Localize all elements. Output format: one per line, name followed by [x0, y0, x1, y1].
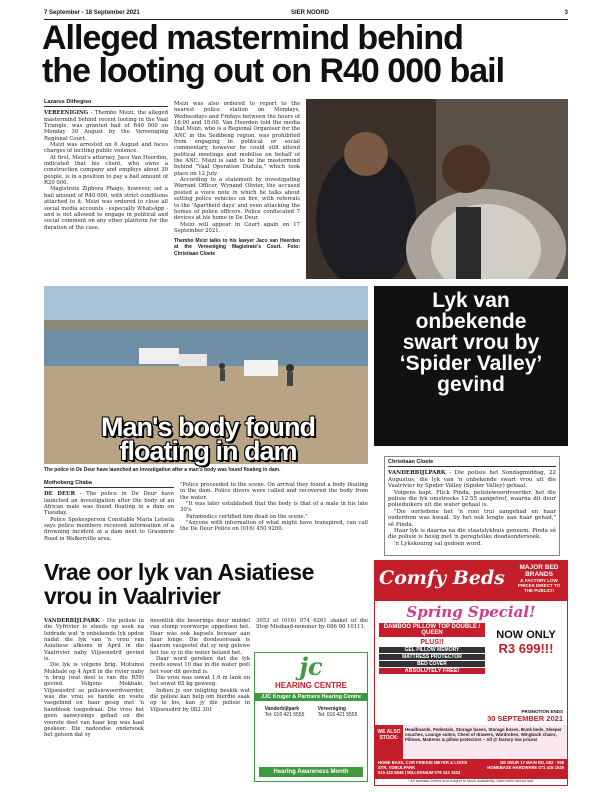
hearing-branch-1: Vanderbijlpark Tel: 016 421 5555: [264, 706, 305, 718]
page-number: 3: [564, 10, 568, 16]
story2-headline: Man's body found floating in dam: [101, 412, 315, 466]
story3-headline: Lyk van onbekende swart vrou by ‘Spider Valley’ gevind: [399, 289, 543, 396]
story2-photo-caption: The police in De Deur have launched an investigation after a man's body was found floating in dam.: [44, 467, 281, 473]
story1-photo: [306, 99, 568, 279]
story4-column-3: 3053 of (016) 974 6261 skakel of die Stop Misdaad-nommer by 086 00 10111.: [256, 618, 368, 631]
story4-column-1: VANDERBIJLPARK - Die polisie in die Vyfrivier is steeds op soek na leidrade wat 'n onbekende lyk opdoe nadat die lyk van 'n vrou van Asiatiese afkoms in April in die Vaalrivier naby Viljoensdrif gevind is. Die lyk is volgens brig. Motumsi Mokhale op 4 April in die rivier naby 'n brug (wat deel is van die R59) gevind. Volgens Mokhale, Viljoensdrif se polisiewoordvoerder, was die vrou se hande en voete vasgebind en haar gesig met 'n handdoek toegedraai. Die vrou het geen aanwysings gehad en die voorste deel van haar kop was kaal geskeer. Die nadoodse ondersoek het getoon dat sy: [44, 618, 144, 739]
issue-date: 7 September - 18 September 2021: [44, 10, 140, 16]
comfy-special: Spring Special!: [406, 603, 536, 621]
story4-column-2: moontlik die beserings deur middel van stomp voorwerpe opgedoen het. Daar was ook kapsels bewaar aan haar longe. Die doodsoorsaak is daarom vasgestel dat sy nog gelewe het toe sy in die water beland het. Daar word gereken dat die lyk reeds sowat 10 dae in die water geël het voor dit gevind is. Die vrou was sowat 1,6 m lank en het sowat 65 kg geweeg. Indien jy oor inligting beskik wat die polisie kan help om hierdie saak op te los, kan jy die polisie in Viljoensdrif by 082 301: [150, 618, 250, 713]
comfy-pillow: DAMBOO PILLOW TOP DOUBLE / QUEEN: [379, 623, 485, 637]
comfy-stock: WE ALSO STOCK: Headboards, Pedestals, Storage bases, Storage boxes, Bunk beds, Sleeper couches, Lounge suites, Chest of drawers, Wardrobes, Wingback chairs, Pillows, Mattress & pillow protectors – All @ factory low prices!: [375, 725, 567, 759]
hearing-centre-ad: [254, 652, 368, 782]
comfy-price: R3 699!!!: [498, 641, 554, 656]
hearing-banner: JJC Kruger & Partners Hearing Centre: [255, 693, 367, 701]
comfy-header: [375, 561, 567, 601]
comfy-addresses: HOME BASE, COR FRIKKIE MEYER & LOOIS STR, VDBIJLPARK 015 422 8848 | MILLENNIUM 079 124 1533 DE DEUR 17 MAIN RD, 082 - 058 HOMEBASE HARDWARE 071 415 1529: [375, 759, 567, 779]
comfy-promo: PROMOTION ENDS 30 SEPTEMBER 2021: [487, 709, 563, 723]
story2-column-2: "Police proceeded to the scene. On arrival they found a body floating in the dam. Police divers were called and recovered the body from the water. "It was later established that the body is that of a male in his late 30's. Paramedics certified him dead on the scene." "Anyone with information of what might have transpired, can call the De Deur Police on (016) 450 9200.: [180, 482, 368, 533]
comfy-now-only: NOW ONLY: [496, 629, 556, 641]
comfy-footer: * All specials limited and subject to stock availability. Valid while stocks last.: [407, 779, 535, 783]
comfy-brand: Comfy Beds: [379, 567, 505, 589]
story3-byline: Christiaan Cloete: [388, 459, 556, 467]
story1-headline: Alleged mastermind behind the looting out on R40 000 bail: [42, 19, 505, 90]
story1-column-2: Msizi was also ordered to report to the nearest police station on Mondays, Wednesdays and Fridays between the hours of 16:00 and 18:00. Van Heerden told the media that Msizi, who is a Regional Organiser for the ANC in the Sedibeng region, was prohibited from engaging in political or social commentary, however he could still attend political meetings and mobilise on behalf of the ANC. Msizi is said to be the mastermind behind "Vaal Operation Dudula," which took place on 12 July. According to a statement by investigating Warrant Officer, Wynand Olivier, the accused posted a voice note in which he talks about setting police vehicles on fire, with referrals to the 'Apartheid days' and even attacking the homes of police officers. Police confiscated 7 devices at his home in De Deur. Msizi will appear in Court again on 17 September 2021. Thembo Msizi talks to his lawyer Jaco van Heerden at the Vereeniging Magistrate's Court. Foto: Christiaan Cloete: [174, 101, 300, 257]
hearing-tagline: Hearing Awareness Month: [259, 767, 363, 777]
hearing-branch-2: Vereeniging Tel: 016 421 5555: [317, 706, 358, 718]
story1-byline: Lazarus Dithegiso: [44, 99, 168, 107]
comfy-major: MAJOR BED BRANDS & FACTORY LOW PRICES DIRECT TO THE PUBLIC!!: [517, 564, 561, 593]
comfy-plus: PLUS!!: [420, 639, 444, 646]
story2-column-1: Mothobeng Chaba DE DEUR - The police in De Deur have launched an investigation after the body of an African male was found floating in a dam on Tuesday. Police Spokesperson Constable Maria Letsela says police members received information of a drowning incident at a dam next to Grasmere Road in Walkerville area.: [44, 480, 174, 542]
story3-body: Christiaan Cloete VANDERBIJLPARK - Die polisie het Sondagmiddag, 22 Augustus, die lyk van 'n onbekende swart vrou uit die Vaalrivier by Spider Valley (Spider Valley) gehaal. Volgens kapt. Flick Pinda, polisiewoordvoerder, het die polisie die lyk omstreeks 12:55 aangetref, waarna dit deur polieduikers uit die water gehaal is. "Die oorledene het 'n rooi trui aangehad en haar ouderdom was kwaal. Sy het ook lengte aan haar gehad," sê Pinda. Haar lyk is daarna na die staatslykhuis geneem. Pinda sê die polisie is besig met 'n geregtelike doodsondersoek. 'n Lykskouing sal gedoen word.: [384, 456, 560, 556]
court-photo-illustration: [306, 99, 568, 279]
story4-headline: Vrae oor lyk van Asiatiese vrou in Vaalrivier: [44, 559, 314, 609]
hearing-logo: jc: [299, 652, 323, 681]
paper-name: SIER NOORD: [291, 10, 330, 16]
story1-photo-caption: Thembo Msizi talks to his lawyer Jaco van Heerden at the Vereeniging Magistrate's Court. Foto: Christiaan Cloete: [174, 238, 300, 257]
story3-headline-box: [374, 286, 568, 446]
story1-column-1: Lazarus Dithegiso VEREENIGING - Thembo Msizi, the alleged mastermind behind recent looting in the Vaal Triangle, was granted bail of R40 000 on Monday 30 August by the Vereeniging Regional Court. Msizi was arrested on 6 August and faces charges of inciting public violence. At first, Msizi's attorney, Jaco Van Heerden, indicated that his client, who owns a construction company and employs about 30 people, is in a position to pay a bail amount of R20 000. Magistrate Ziphora Phago, however, set a bail amount of R40 000, with strict conditions attached to it. Msizi was ordered to close all social media accounts - especially WhatsApp - and is not allowed to engage in political and social comment on any other platform for the duration of the case.: [44, 99, 168, 231]
story2-byline: Mothobeng Chaba: [44, 480, 174, 488]
hearing-name: HEARING CENTRE: [274, 681, 347, 690]
comfy-beds-ad: Comfy Beds MAJOR BED BRANDS & FACTORY LOW PRICES DIRECT TO THE PUBLIC!! Spring Special! DAMBOO PILLOW TOP DOUBLE / QUEEN PLUS!! GEL PILLOW MEMORY MATTRESS PROTECTOR BED COVER ABSOLUTELY FREE! NOW ONLY R3 699!!! PROMOTION ENDS 30 SEPTEMBER 2021 WE ALSO STOCK: Headboards, Pedestals, Storage bases, Storage boxes, Bunk beds, Sleeper couches, Lounge suites, Chest of drawers, Wardrobes, Wingback chairs, Pillows, Mattress & pillow protectors – All @ factory low prices! HOME BASE, COR FRIKKIE MEYER & LOOIS STR, VDBIJLPARK 015 422 8848 | MILLENNIUM 079 124 1533 DE DEUR 17 MAIN RD, 082 - 058 HOMEBASE HARDWARE 071 415 1529 * All specials limited and subject to stock availability. Valid while stocks last.: [374, 560, 568, 786]
